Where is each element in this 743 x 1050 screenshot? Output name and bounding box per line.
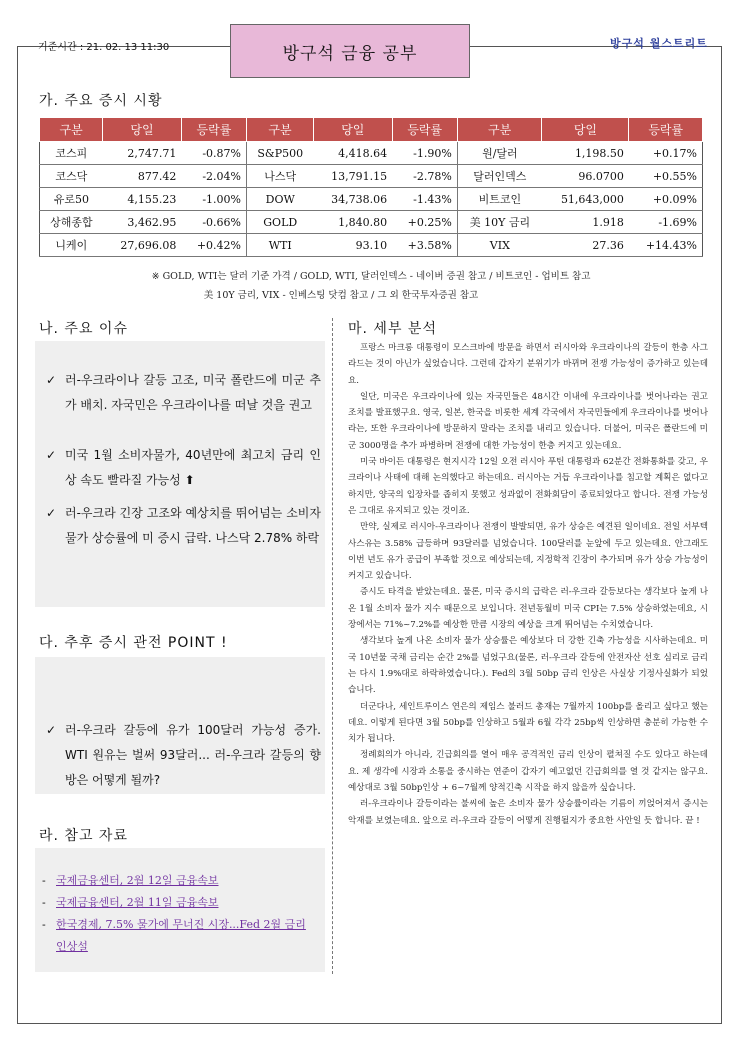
section-a-title: 가. 주요 증시 시황 <box>39 93 163 109</box>
analysis-paragraph: 만약, 실제로 러시아-우크라이나 전쟁이 발발되면, 유가 상승은 예견된 일이네요. 전일 서부텍사스유는 3.58% 급등하며 93달러를 넘었습니다. 100달러를 눈앞에 두고 있는데요. 안그래도 이번 년도 유가 공급이 부족할 것으로 예상되는데, 지정학적 긴장이 추가되며 유가 상승 가능성이 커지고 있습니다. <box>348 522 708 582</box>
analysis-paragraph: 일단, 미국은 우크라이나에 있는 자국민들은 48시간 이내에 우크라이나를 벗어나라는 권고 조치를 발표했구요. 영국, 일본, 한국을 비롯한 세계 각국에서 자국민들에게 우크라이나를 벗어나라는, 또한 우크라이나에 방문하지 말라는 조치를 내리고 있습니다. 더불어, 미국은 폴란드에 미군 3000명을 추가 파병하며 전쟁에 대한 가능성이 한층 커지고 있는데요. <box>348 391 708 451</box>
reference-item: - 한국경제, 7.5% 물가에 무너진 시장...Fed 2월 금리 인상설 <box>42 914 322 958</box>
analysis-paragraph: 미국 바이든 대통령은 현지시각 12일 오전 러시아 푸틴 대통령과 62분간 전화통화를 갖고, 우크라이나 사태에 대해 논의했다고 하는데요. 러시아는 거듭 우크라이나를 침고할 계획은 없다고 하지만, 양국의 입장차를 좁히지 못했고 성과없이 전화회담이 종료되었다고 합니다. 전쟁 가능성은 그대로 유지되고 있는 것이죠. <box>348 457 708 516</box>
market-name-cell: 나스닥 <box>246 165 313 188</box>
market-change-cell: -2.78% <box>392 165 457 188</box>
market-row <box>40 211 703 234</box>
market-change-cell: +0.09% <box>629 188 703 211</box>
analysis-paragraph: 증시도 타격을 받았는데요. 물론, 미국 증시의 급락은 러-우크라 갈등보다는 생각보다 높게 나온 1월 소비자 물가 지수 때문으로 보입니다. 전년동월비 미국 CPI는 7.5% 상승하였는데요, 시장에서는 71%~7.2%를 예상한 만큼 시장의 예상을 크게 뛰어넘는 수치였습니다. <box>348 587 708 631</box>
market-row <box>40 188 703 211</box>
reference-list <box>42 870 322 958</box>
market-note-2: 美 10Y 금리, VIX - 인베스팅 닷컴 참고 / 그 외 한국투자증권 참고 <box>203 290 479 301</box>
analysis-paragraph: 정례회의가 아니라, 긴급회의를 열어 매우 공격적인 금리 인상이 펼쳐질 수도 있다고 하는데요. 제 생각에 시장과 소통을 중시하는 연준이 갑자기 예고없던 긴급회의를 열 것 같지는 않구요. 예상대로 3월 50bp인상 + 6~7월께 양적긴축 시작을 하지 않을까 싶습니다. <box>348 750 708 794</box>
market-row <box>40 234 703 257</box>
market-value-cell: 1.918 <box>542 211 629 234</box>
check-icon: ✓ <box>46 373 57 387</box>
market-name-cell: 유로50 <box>40 188 103 211</box>
market-value-cell: 4,418.64 <box>314 142 393 165</box>
header-cell: 등락률 <box>629 118 703 142</box>
market-value-cell: 51,643,000 <box>542 188 629 211</box>
analysis-body <box>348 340 708 829</box>
reference-item: - 국제금융센터, 2월 12일 금융속보 <box>42 870 322 892</box>
market-change-cell: +0.17% <box>629 142 703 165</box>
market-change-cell: -1.90% <box>392 142 457 165</box>
point-item: ✓ 러-우크라 갈등에 유가 100달러 가능성 증가. WTI 원유는 벌써 93달러... 러-우크라 갈등의 향방은 어떻게 될까? <box>46 718 321 793</box>
issue-item: ✓ 러-우크라 긴장 고조와 예상치를 뛰어넘는 소비자 물가 상승률에 미 증시 급락. 나스닥 2.78% 하락 <box>46 501 321 551</box>
check-icon: ✓ <box>46 506 57 520</box>
header-cell: 등락률 <box>181 118 246 142</box>
market-change-cell: -1.69% <box>629 211 703 234</box>
header-cell: 당일 <box>103 118 182 142</box>
market-value-cell: 4,155.23 <box>103 188 182 211</box>
market-name-cell: 원/달러 <box>457 142 542 165</box>
market-value-cell: 1,198.50 <box>542 142 629 165</box>
market-name-cell: 상해종합 <box>40 211 103 234</box>
check-icon: ✓ <box>46 723 57 737</box>
market-change-cell: +3.58% <box>392 234 457 257</box>
analysis-paragraph: 생각보다 높게 나온 소비자 물가 상승률은 예상보다 더 강한 긴축 가능성을 시사하는데요. 미국 10년물 국채 금리는 순간 2%를 넘었구요(물론, 러-우크라 갈등에 안전자산 선호 심리로 금리는 다시 1.9%대로 하락하였습니다.). Fed의 3월 50bp 금리 인상은 사실상 기정사실화가 되었습니다. <box>348 636 708 696</box>
market-change-cell: -0.66% <box>181 211 246 234</box>
reference-item: - 국제금융센터, 2월 11일 금융속보 <box>42 892 322 914</box>
market-name-cell: 코스피 <box>40 142 103 165</box>
header-cell: 구분 <box>457 118 542 142</box>
market-value-cell: 34,738.06 <box>314 188 393 211</box>
market-value-cell: 1,840.80 <box>314 211 393 234</box>
page-title: 방구석 금융 공부 <box>230 24 470 78</box>
market-value-cell: 27.36 <box>542 234 629 257</box>
market-change-cell: +0.55% <box>629 165 703 188</box>
issue-item: ✓ 러-우크라이나 갈등 고조, 미국 폴란드에 미군 추가 배치. 자국민은 우크라이나를 떠날 것을 권고 <box>46 368 321 418</box>
market-row <box>40 142 703 165</box>
header-cell: 구분 <box>246 118 313 142</box>
market-header-row <box>40 118 703 142</box>
market-name-cell: DOW <box>246 188 313 211</box>
market-name-cell: 달러인덱스 <box>457 165 542 188</box>
reference-link[interactable]: 국제금융센터, 2월 11일 금융속보 <box>56 896 219 909</box>
section-c-title: 다. 추후 증시 관전 POINT ! <box>39 635 228 651</box>
market-value-cell: 96.0700 <box>542 165 629 188</box>
header-cell: 등락률 <box>392 118 457 142</box>
section-e-title: 마. 세부 분석 <box>348 321 437 337</box>
market-change-cell: -1.43% <box>392 188 457 211</box>
market-name-cell: 비트코인 <box>457 188 542 211</box>
column-divider <box>332 318 334 974</box>
market-change-cell: -2.04% <box>181 165 246 188</box>
issue-item: ✓ 미국 1월 소비자물가, 40년만에 최고치 금리 인상 속도 빨라질 가능성 ⬆ <box>46 443 321 493</box>
base-time: 기준시간 : 21. 02. 13 11:30 <box>38 42 170 53</box>
market-name-cell: 美 10Y 금리 <box>457 211 542 234</box>
market-name-cell: 코스닥 <box>40 165 103 188</box>
header-cell: 구분 <box>40 118 103 142</box>
reference-link[interactable]: 한국경제, 7.5% 물가에 무너진 시장...Fed 2월 금리 인상설 <box>56 918 306 953</box>
market-value-cell: 93.10 <box>314 234 393 257</box>
section-b-title: 나. 주요 이슈 <box>39 321 128 337</box>
section-d-title: 라. 참고 자료 <box>39 828 128 844</box>
market-name-cell: GOLD <box>246 211 313 234</box>
market-change-cell: -0.87% <box>181 142 246 165</box>
header-cell: 당일 <box>314 118 393 142</box>
market-value-cell: 27,696.08 <box>103 234 182 257</box>
analysis-paragraph: 더군다나, 세인트루이스 연은의 제임스 불러드 총재는 7월까지 100bp를 올리고 싶다고 했는데요. 이렇게 된다면 3월 50bp를 인상하고 5월과 6월 각각 25bp씩 인상하면 충분히 가능한 수치가 됩니다. <box>348 701 708 745</box>
market-name-cell: WTI <box>246 234 313 257</box>
market-value-cell: 3,462.95 <box>103 211 182 234</box>
market-value-cell: 13,791.15 <box>314 165 393 188</box>
market-table <box>39 117 703 257</box>
arrow-up-icon: ⬆ <box>184 473 195 487</box>
market-change-cell: +14.43% <box>629 234 703 257</box>
market-name-cell: S&P500 <box>246 142 313 165</box>
market-name-cell: 니케이 <box>40 234 103 257</box>
market-name-cell: VIX <box>457 234 542 257</box>
analysis-paragraph: 러-우크라이나 갈등이라는 불씨에 높은 소비자 물가 상승률이라는 기름이 끼얹어져서 증시는 악재를 보였는데요. 앞으로 러-우크라 갈등이 어떻게 진행될지가 중요한 사안일 듯 합니다. 끝 ! <box>348 799 708 826</box>
reference-link[interactable]: 국제금융센터, 2월 12일 금융속보 <box>56 874 219 887</box>
market-change-cell: +0.25% <box>392 211 457 234</box>
market-change-cell: +0.42% <box>181 234 246 257</box>
header-cell: 당일 <box>542 118 629 142</box>
check-icon: ✓ <box>46 448 57 462</box>
market-value-cell: 877.42 <box>103 165 182 188</box>
market-value-cell: 2,747.71 <box>103 142 182 165</box>
analysis-paragraph: 프랑스 마크롱 대통령이 모스크바에 방문을 하면서 러시아와 우크라이나의 갈등이 한층 사그라드는 것이 아닌가 싶었습니다. 그런데 갑자기 분위기가 바뀌며 전쟁 가능성이 증가하고 있는데요. <box>348 343 708 386</box>
market-note-1: ※ GOLD, WTI는 달러 기준 가격 / GOLD, WTI, 달러인덱스 - 네이버 증권 참고 / 비트코인 - 업비트 참고 <box>151 271 591 282</box>
market-change-cell: -1.00% <box>181 188 246 211</box>
brand-logo: 방구석 월스트리트 <box>610 37 708 50</box>
market-row <box>40 165 703 188</box>
